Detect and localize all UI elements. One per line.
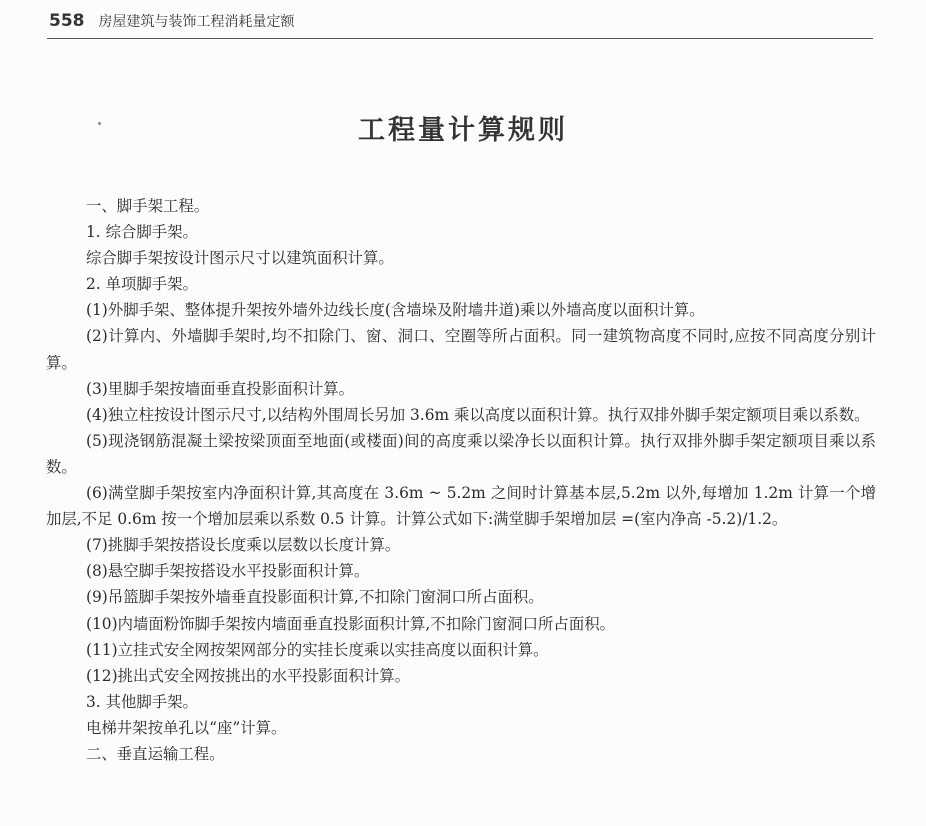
paragraph-subheading-1: 1. 综合脚手架。	[86, 223, 198, 242]
paragraph-item-3: (3)里脚手架按墙面垂直投影面积计算。	[86, 379, 355, 398]
paragraph-subheading-2: 2. 单项脚手架。	[86, 275, 198, 294]
paragraph-item-12: (12)挑出式安全网按挑出的水平投影面积计算。	[86, 666, 411, 685]
paragraph-item-6: (6)满堂脚手架按室内净面积计算,其高度在 3.6m ~ 5.2m 之间时计算基本层,5.2m 以外,每增加 1.2m 计算一个增加层,不足 0.6m 按一个增加层乘以系数 0.5 计算。计算公式如下:满堂脚手架增加层 =(室内净高 -5.2)/1.2。	[46, 484, 876, 529]
page-number: 558	[49, 11, 85, 31]
paragraph-item-8: (8)悬空脚手架按搭设水平投影面积计算。	[86, 562, 370, 581]
paragraph-heading-2: 二、垂直运输工程。	[86, 744, 225, 763]
paragraph-item-1: (1)外脚手架、整体提升架按外墙外边线长度(含墙垛及附墙井道)乘以外墙高度以面积计算。	[86, 301, 705, 320]
paragraph-item-9: (9)吊篮脚手架按外墙垂直投影面积计算,不扣除门窗洞口所占面积。	[86, 588, 544, 607]
paragraph: 电梯井架按单孔以“座”计算。	[86, 718, 287, 737]
paragraph-item-2: (2)计算内、外墙脚手架时,均不扣除门、窗、洞口、空圈等所占面积。同一建筑物高度不同时,应按不同高度分别计算。	[46, 327, 876, 372]
paragraph-item-4: (4)独立柱按设计图示尺寸,以结构外围周长另加 3.6m 乘以高度以面积计算。执行双排外脚手架定额项目乘以系数。	[86, 405, 870, 424]
paragraph-item-10: (10)内墙面粉饰脚手架按内墙面垂直投影面积计算,不扣除门窗洞口所占面积。	[86, 614, 615, 633]
page-header	[47, 4, 873, 39]
book-title: 房屋建筑与装饰工程消耗量定额	[98, 14, 295, 30]
paragraph-item-11: (11)立挂式安全网按架网部分的实挂长度乘以实挂高度以面积计算。	[86, 640, 549, 659]
paragraph-item-5: (5)现浇钢筋混凝土梁按梁顶面至地面(或楼面)间的高度乘以梁净长以面积计算。执行双排外脚手架定额项目乘以系数。	[46, 431, 876, 476]
paragraph-heading-1: 一、脚手架工程。	[86, 197, 210, 215]
paragraph: 综合脚手架按设计图示尺寸以建筑面积计算。	[86, 249, 394, 268]
body-text	[46, 193, 876, 767]
paragraph-item-7: (7)挑脚手架按搭设长度乘以层数以长度计算。	[86, 536, 401, 555]
paragraph-subheading-3: 3. 其他脚手架。	[86, 692, 198, 711]
section-title: 工程量计算规则	[358, 115, 568, 146]
